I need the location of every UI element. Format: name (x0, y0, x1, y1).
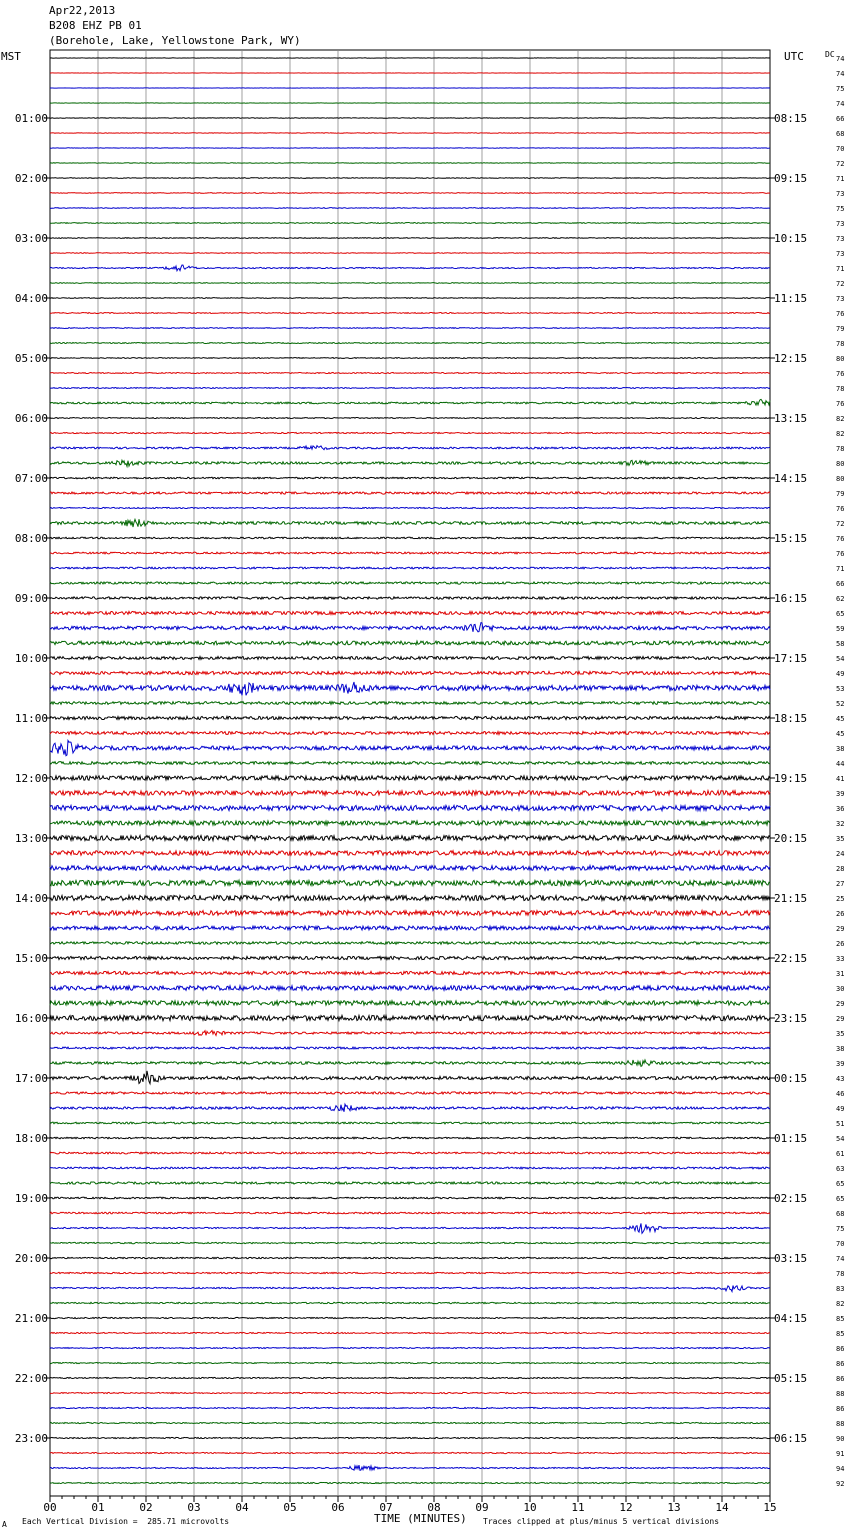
trace-line (50, 1257, 770, 1258)
dc-value: 70 (836, 1240, 845, 1248)
left-time-label: 20:00 (14, 1252, 48, 1265)
trace-line (50, 776, 770, 780)
dc-value: 44 (836, 760, 845, 768)
trace-line (50, 895, 770, 900)
x-tick-label: 06 (331, 1501, 345, 1514)
left-time-label: 02:00 (14, 172, 48, 185)
left-time-label: 14:00 (14, 892, 48, 905)
dc-value: 88 (836, 1390, 845, 1398)
dc-value: 86 (836, 1405, 845, 1413)
dc-value: 73 (836, 250, 845, 258)
left-time-label: 12:00 (14, 772, 48, 785)
dc-value: 78 (836, 445, 845, 453)
dc-value: 74 (836, 100, 845, 108)
trace-line (50, 671, 770, 674)
trace-line (50, 1452, 770, 1453)
trace-line (50, 1332, 770, 1333)
trace-line (50, 133, 770, 134)
trace-line (50, 582, 770, 584)
left-time-label: 18:00 (14, 1132, 48, 1145)
left-time-label: 16:00 (14, 1012, 48, 1025)
dc-value: 58 (836, 640, 845, 648)
trace-line (50, 611, 770, 614)
dc-value: 78 (836, 340, 845, 348)
dc-value: 90 (836, 1435, 845, 1443)
trace-line (50, 741, 770, 756)
dc-value: 65 (836, 1180, 845, 1188)
dc-value: 68 (836, 1210, 845, 1218)
trace-line (50, 1015, 770, 1020)
trace-line (50, 1047, 770, 1049)
dc-value: 45 (836, 715, 845, 723)
trace-line (50, 418, 770, 419)
dc-value: 75 (836, 1225, 845, 1233)
date-label: Apr22,2013 (49, 4, 116, 17)
trace-line (50, 623, 770, 632)
dc-value: 29 (836, 925, 845, 933)
x-tick-label: 15 (763, 1501, 777, 1514)
trace-line (50, 1286, 770, 1292)
dc-value: 35 (836, 835, 845, 843)
dc-value: 63 (836, 1165, 845, 1173)
trace-line (50, 657, 770, 660)
dc-value: 45 (836, 730, 845, 738)
trace-line (50, 492, 770, 494)
trace-line (50, 942, 770, 945)
dc-value: 53 (836, 685, 845, 693)
left-time-label: 03:00 (14, 232, 48, 245)
right-time-label: 23:15 (774, 1012, 808, 1025)
trace-line (50, 388, 770, 389)
dc-value: 75 (836, 85, 845, 93)
station-label: B208 EHZ PB 01 (49, 19, 142, 32)
trace-line (50, 911, 770, 916)
dc-value: 49 (836, 1105, 845, 1113)
dc-value: 71 (836, 175, 845, 183)
dc-value: 66 (836, 580, 845, 588)
dc-value: 74 (836, 70, 845, 78)
trace-line (50, 926, 770, 930)
dc-value: 91 (836, 1450, 845, 1458)
dc-value: 31 (836, 970, 845, 978)
left-time-label: 09:00 (14, 592, 48, 605)
right-time-label: 05:15 (774, 1372, 808, 1385)
dc-value: 39 (836, 790, 845, 798)
dc-value: 80 (836, 355, 845, 363)
dc-value: 30 (836, 985, 845, 993)
x-tick-label: 14 (715, 1501, 729, 1514)
dc-value: 82 (836, 415, 845, 423)
dc-value: 94 (836, 1465, 845, 1473)
dc-value: 73 (836, 235, 845, 243)
dc-value: 80 (836, 460, 845, 468)
dc-value: 29 (836, 1000, 845, 1008)
trace-line (50, 1182, 770, 1184)
left-time-label: 21:00 (14, 1312, 48, 1325)
x-tick-label: 04 (235, 1501, 249, 1514)
trace-line (50, 1482, 770, 1483)
right-time-label: 21:15 (774, 892, 808, 905)
dc-value: 78 (836, 1270, 845, 1278)
right-time-label: 01:15 (774, 1132, 808, 1145)
right-time-label: 14:15 (774, 472, 808, 485)
trace-line (50, 716, 770, 719)
trace-line (50, 1137, 770, 1139)
trace-line (50, 1212, 770, 1214)
dc-value: 71 (836, 265, 845, 273)
trace-line (50, 399, 770, 405)
dc-value: 52 (836, 700, 845, 708)
trace-line (50, 851, 770, 856)
trace-line (50, 163, 770, 164)
trace-line (50, 507, 770, 508)
right-time-label: 13:15 (774, 412, 808, 425)
x-tick-label: 11 (571, 1501, 585, 1514)
dc-value: 24 (836, 850, 845, 858)
left-time-label: 19:00 (14, 1192, 48, 1205)
trace-line (50, 1392, 770, 1393)
trace-line (50, 118, 770, 119)
dc-value: 38 (836, 745, 845, 753)
trace-line (50, 732, 770, 735)
trace-line (50, 1104, 770, 1112)
left-time-label: 15:00 (14, 952, 48, 965)
dc-value: 73 (836, 190, 845, 198)
x-tick-label: 03 (187, 1501, 201, 1514)
x-tick-label: 00 (43, 1501, 57, 1514)
utc-label: UTC (784, 50, 804, 63)
trace-line (50, 866, 770, 871)
trace-line (50, 1223, 770, 1233)
trace-line (50, 1001, 770, 1006)
left-time-label: 17:00 (14, 1072, 48, 1085)
right-time-label: 19:15 (774, 772, 808, 785)
dc-value: 36 (836, 805, 845, 813)
right-time-label: 22:15 (774, 952, 808, 965)
dc-value: 76 (836, 505, 845, 513)
x-tick-label: 13 (667, 1501, 681, 1514)
dc-value: 61 (836, 1150, 845, 1158)
trace-line (50, 460, 770, 466)
left-time-label: 05:00 (14, 352, 48, 365)
trace-line (50, 1060, 770, 1066)
dc-value: 49 (836, 670, 845, 678)
trace-line (50, 519, 770, 527)
trace-line (50, 358, 770, 359)
trace-line (50, 956, 770, 959)
trace-line (50, 702, 770, 705)
left-time-label: 13:00 (14, 832, 48, 845)
right-time-label: 11:15 (774, 292, 808, 305)
trace-line (50, 986, 770, 991)
dc-value: 41 (836, 775, 845, 783)
dc-value: 51 (836, 1120, 845, 1128)
trace-line (50, 1122, 770, 1124)
dc-value: 38 (836, 1045, 845, 1053)
dc-value: 76 (836, 310, 845, 318)
right-time-label: 09:15 (774, 172, 808, 185)
left-time-label: 07:00 (14, 472, 48, 485)
dc-value: 25 (836, 895, 845, 903)
trace-line (50, 552, 770, 554)
trace-line (50, 1422, 770, 1423)
dc-value: 86 (836, 1375, 845, 1383)
left-time-label: 06:00 (14, 412, 48, 425)
trace-line (50, 880, 770, 885)
dc-value: 62 (836, 595, 845, 603)
dc-value: 26 (836, 910, 845, 918)
trace-line (50, 791, 770, 796)
scale-note: Each Vertical Division = 285.71 microvolts (22, 1517, 230, 1526)
clip-note: Traces clipped at plus/minus 5 vertical divisions (483, 1517, 720, 1526)
left-time-label: 22:00 (14, 1372, 48, 1385)
dc-value: 72 (836, 520, 845, 528)
trace-line (50, 1197, 770, 1199)
trace-line (50, 1242, 770, 1243)
dc-value: 46 (836, 1090, 845, 1098)
dc-value: 76 (836, 400, 845, 408)
trace-line (50, 238, 770, 239)
dc-label: DC (825, 50, 835, 59)
trace-line (50, 1152, 770, 1154)
dc-value: 71 (836, 565, 845, 573)
trace-line (50, 328, 770, 329)
dc-value: 82 (836, 430, 845, 438)
trace-line (50, 1167, 770, 1169)
dc-value: 32 (836, 820, 845, 828)
trace-line (50, 1362, 770, 1363)
plot-frame (50, 50, 770, 1496)
right-time-label: 04:15 (774, 1312, 808, 1325)
right-time-label: 10:15 (774, 232, 808, 245)
location-label: (Borehole, Lake, Yellowstone Park, WY) (49, 34, 301, 47)
x-axis-label: TIME (MINUTES) (374, 1512, 467, 1525)
right-time-label: 20:15 (774, 832, 808, 845)
dc-value: 86 (836, 1360, 845, 1368)
trace-line (50, 1407, 770, 1408)
dc-value: 65 (836, 610, 845, 618)
left-time-label: 01:00 (14, 112, 48, 125)
trace-line (50, 762, 770, 765)
trace-line (50, 283, 770, 284)
dc-value: 80 (836, 475, 845, 483)
dc-value: 88 (836, 1420, 845, 1428)
trace-line (50, 253, 770, 254)
dc-value: 59 (836, 625, 845, 633)
trace-line (50, 1071, 770, 1084)
trace-line (50, 265, 770, 271)
trace-line (50, 567, 770, 569)
trace-line (50, 821, 770, 825)
right-time-label: 08:15 (774, 112, 808, 125)
dc-value: 26 (836, 940, 845, 948)
right-time-label: 18:15 (774, 712, 808, 725)
trace-line (50, 223, 770, 224)
dc-value: 35 (836, 1030, 845, 1038)
dc-value: 27 (836, 880, 845, 888)
dc-value: 76 (836, 370, 845, 378)
dc-value: 70 (836, 145, 845, 153)
dc-value: 85 (836, 1330, 845, 1338)
trace-line (50, 477, 770, 479)
trace-line (50, 432, 770, 433)
right-time-label: 16:15 (774, 592, 808, 605)
trace-line (50, 1302, 770, 1303)
trace-line (50, 1317, 770, 1318)
dc-value: 78 (836, 385, 845, 393)
dc-value: 75 (836, 205, 845, 213)
x-tick-label: 08 (427, 1501, 441, 1514)
trace-line (50, 805, 770, 810)
trace-line (50, 372, 770, 373)
dc-value: 79 (836, 325, 845, 333)
trace-line (50, 641, 770, 645)
dc-value: 72 (836, 280, 845, 288)
x-tick-label: 09 (475, 1501, 489, 1514)
left-time-label: 11:00 (14, 712, 48, 725)
right-time-label: 15:15 (774, 532, 808, 545)
dc-value: 83 (836, 1285, 845, 1293)
dc-value: 33 (836, 955, 845, 963)
dc-value: 66 (836, 115, 845, 123)
trace-line (50, 1437, 770, 1438)
mst-label: MST (1, 50, 21, 63)
right-time-label: 02:15 (774, 1192, 808, 1205)
dc-value: 82 (836, 1300, 845, 1308)
trace-line (50, 682, 770, 695)
trace-line (50, 313, 770, 314)
trace-line (50, 1347, 770, 1348)
dc-value: 85 (836, 1315, 845, 1323)
dc-value: 65 (836, 1195, 845, 1203)
x-tick-label: 05 (283, 1501, 297, 1514)
x-tick-label: 01 (91, 1501, 105, 1514)
trace-line (50, 1465, 770, 1470)
trace-line (50, 1031, 770, 1036)
left-time-label: 23:00 (14, 1432, 48, 1445)
dc-value: 39 (836, 1060, 845, 1068)
dc-value: 73 (836, 220, 845, 228)
dc-value: 54 (836, 655, 845, 663)
trace-line (50, 193, 770, 194)
right-time-label: 17:15 (774, 652, 808, 665)
trace-line (50, 298, 770, 299)
right-time-label: 12:15 (774, 352, 808, 365)
dc-value: 76 (836, 535, 845, 543)
dc-value: 92 (836, 1480, 845, 1488)
dc-value: 76 (836, 550, 845, 558)
dc-value: 28 (836, 865, 845, 873)
trace-line (50, 1092, 770, 1094)
trace-line (50, 1272, 770, 1273)
dc-value: 54 (836, 1135, 845, 1143)
dc-value: 72 (836, 160, 845, 168)
x-tick-label: 10 (523, 1501, 537, 1514)
trace-line (50, 343, 770, 344)
left-time-label: 04:00 (14, 292, 48, 305)
dc-value: 43 (836, 1075, 845, 1083)
x-tick-label: 12 (619, 1501, 633, 1514)
footer-mark: A (2, 1520, 7, 1529)
trace-line (50, 597, 770, 599)
dc-value: 86 (836, 1345, 845, 1353)
dc-value: 68 (836, 130, 845, 138)
dc-value: 74 (836, 55, 845, 63)
trace-line (50, 148, 770, 149)
left-time-label: 10:00 (14, 652, 48, 665)
right-time-label: 00:15 (774, 1072, 808, 1085)
dc-value: 29 (836, 1015, 845, 1023)
right-time-label: 03:15 (774, 1252, 808, 1265)
trace-line (50, 835, 770, 840)
dc-value: 79 (836, 490, 845, 498)
trace-line (50, 537, 770, 539)
dc-value: 73 (836, 295, 845, 303)
trace-line (50, 446, 770, 450)
x-tick-label: 07 (379, 1501, 393, 1514)
x-tick-label: 02 (139, 1501, 153, 1514)
trace-line (50, 971, 770, 974)
dc-value: 74 (836, 1255, 845, 1263)
trace-line (50, 208, 770, 209)
left-time-label: 08:00 (14, 532, 48, 545)
trace-line (50, 178, 770, 179)
trace-line (50, 1377, 770, 1378)
right-time-label: 06:15 (774, 1432, 808, 1445)
